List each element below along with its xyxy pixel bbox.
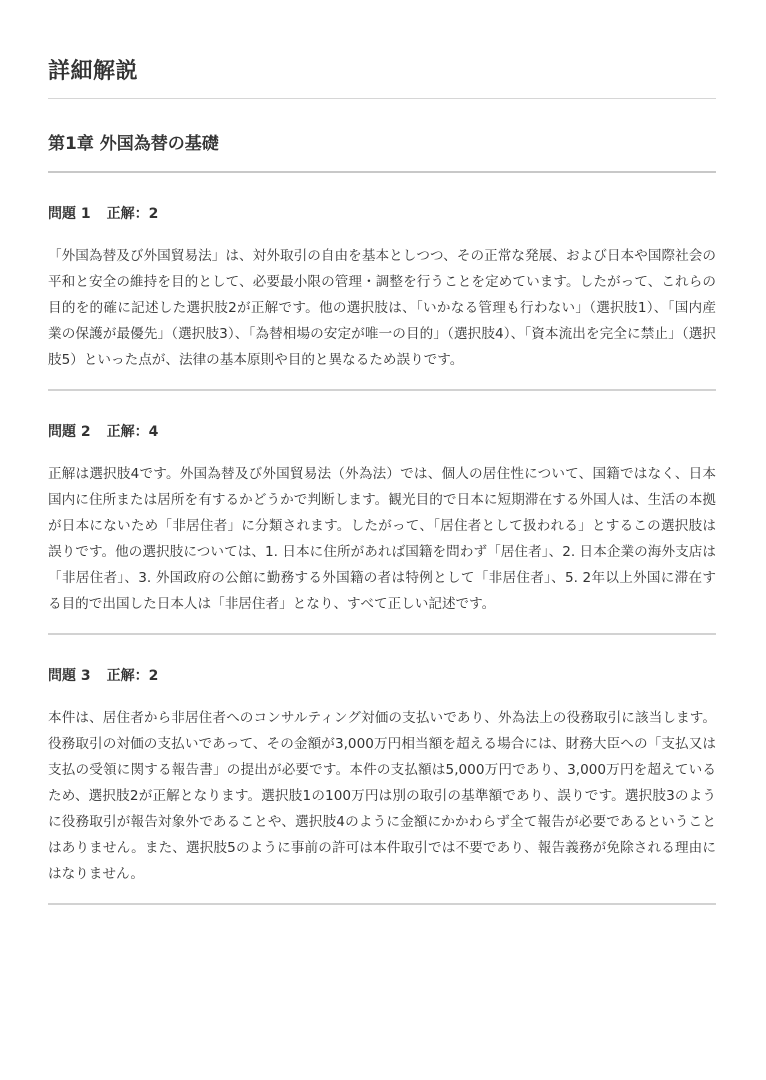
question-explanation: 「外国為替及び外国貿易法」は、対外取引の自由を基本としつつ、その正常な発展、および日本や国際社会の平和と安全の維持を目的として、必要最小限の管理・調整を行うことを定めています。したがって、これらの目的を的確に記述した選択肢2が正解です。他の選択肢は、「いかなる管理も行わない」（選択肢1）、「国内産業の保護が最優先」（選択肢3）、「為替相場の安定が唯一の目的」（選択肢4）、「資本流出を完全に禁止」（選択肢5）といった点が、法律の基本原則や目的と異なるため誤りです。 xyxy=(48,248,716,368)
question-2 xyxy=(48,421,716,617)
question-number: 問題 2 xyxy=(48,424,91,440)
question-header xyxy=(48,665,716,687)
question-number: 問題 3 xyxy=(48,668,91,684)
question-header xyxy=(48,203,716,225)
question-divider xyxy=(48,389,716,391)
question-1 xyxy=(48,203,716,373)
answer-label: 正解：2 xyxy=(106,668,159,684)
question-header xyxy=(48,421,716,443)
question-number: 問題 1 xyxy=(48,206,91,222)
answer-label: 正解：2 xyxy=(106,206,159,222)
chapter-divider xyxy=(48,171,716,173)
question-3 xyxy=(48,665,716,887)
answer-label: 正解：4 xyxy=(106,424,159,440)
page-title: 詳細解説 xyxy=(48,59,139,84)
chapter-title: 第1章 外国為替の基礎 xyxy=(48,134,219,154)
title-divider xyxy=(48,98,716,99)
question-explanation: 正解は選択肢4です。外国為替及び外国貿易法（外為法）では、個人の居住性について、国籍ではなく、日本国内に住所または居所を有するかどうかで判断します。観光目的で日本に短期滞在する外国人は、生活の本拠が日本にないため「非居住者」に分類されます。したがって、「居住者として扱われる」とするこの選択肢は誤りです。他の選択肢については、1. 日本に住所があれば国籍を問わず「居住者」、2. 日本企業の海外支店は「非居住者」、3. 外国政府の公館に勤務する外国籍の者は特例として「非居住者」、5. 2年以上外国に滞在する目的で出国した日本人は「非居住者」となり、すべて正しい記述です。 xyxy=(48,466,716,612)
question-divider xyxy=(48,633,716,635)
question-explanation: 本件は、居住者から非居住者へのコンサルティング対価の支払いであり、外為法上の役務取引に該当します。役務取引の対価の支払いであって、その金額が3,000万円相当額を超える場合には、財務大臣への「支払又は支払の受領に関する報告書」の提出が必要です。本件の支払額は5,000万円であり、3,000万円を超えているため、選択肢2が正解となります。選択肢1の100万円は別の取引の基準額であり、誤りです。選択肢3のように役務取引が報告対象外であることや、選択肢4のように金額にかかわらず全て報告が必要であるということはありません。また、選択肢5のように事前の許可は本件取引では不要であり、報告義務が免除される理由にはなりません。 xyxy=(48,710,716,882)
question-divider xyxy=(48,903,716,905)
